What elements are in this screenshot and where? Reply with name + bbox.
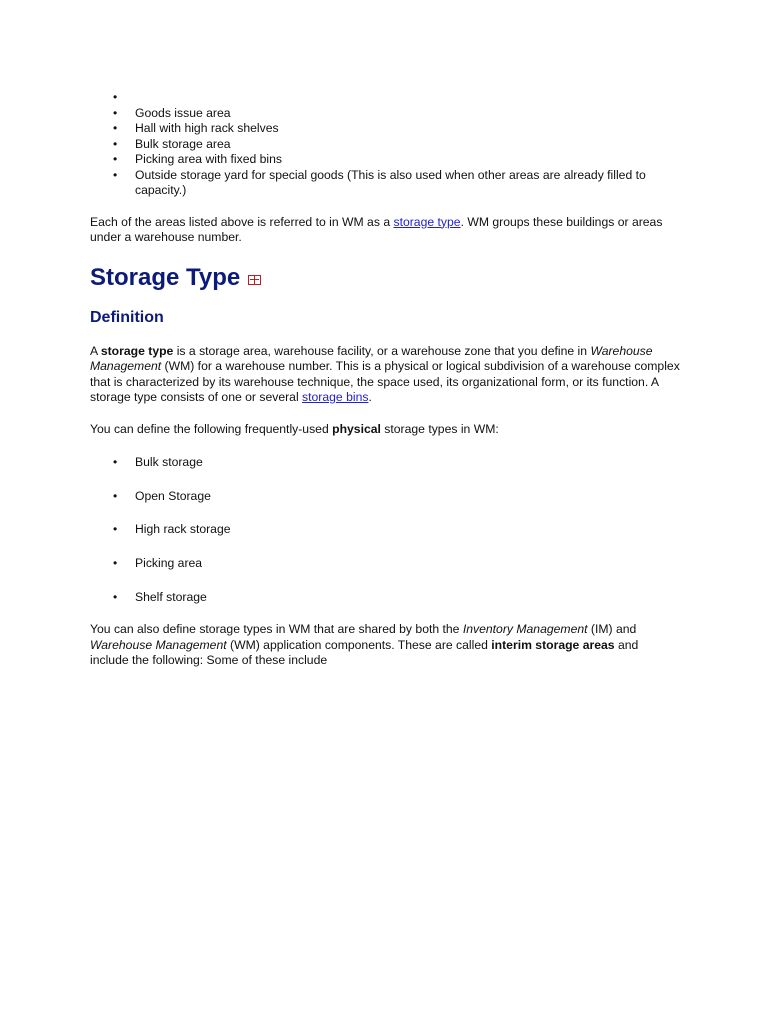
paragraph-text: . WM groups these buildings or areas under a warehouse number. (90, 214, 663, 244)
paragraph-text: (WM) for a warehouse number. This is a physical or logical subdivision of a warehouse complex that is characterized by its warehouse technique, the space used, its organizational form, or its function. A storage type consists of one or several (90, 359, 680, 404)
paragraph-text: Each of the areas listed above is referred to in WM as a (90, 214, 394, 229)
term-bold: storage type (100, 343, 174, 358)
storage-type-link[interactable]: storage type (393, 214, 461, 229)
physical-paragraph (90, 422, 680, 438)
list-item-text: Shelf storage (135, 589, 207, 604)
list-item (90, 121, 680, 137)
list-item-text: Hall with high rack shelves (135, 121, 279, 135)
bullet: • (113, 121, 118, 135)
list-item (90, 137, 680, 153)
paragraph-text: storage types in WM: (380, 421, 499, 436)
italic-term: Warehouse Management (90, 637, 227, 652)
list-item (90, 522, 680, 538)
bullet: • (113, 136, 118, 151)
list-item-text: Open Storage (135, 488, 211, 503)
paragraph-text: . (368, 390, 372, 404)
storage-type-paragraph (90, 215, 680, 246)
paragraph-text: You can define the following frequently-used (90, 421, 333, 436)
italic-term: Warehouse Management (90, 343, 653, 373)
physical-storage-list (90, 455, 680, 605)
page-title-text: Storage Type (90, 263, 241, 291)
paragraph-text: A (90, 343, 101, 358)
external-link-icon[interactable] (248, 275, 261, 285)
italic-term: Inventory Management (462, 622, 588, 637)
list-item-text: Bulk storage (135, 455, 203, 469)
list-item-text: Picking area with fixed bins (135, 152, 282, 166)
paragraph-text: (WM) application components. These are called (226, 637, 492, 652)
bullet: • (113, 105, 118, 120)
bullet: • (113, 167, 118, 182)
paragraph-text: (IM) and (587, 622, 637, 637)
bullet: • (113, 488, 118, 503)
paragraph-text: and include the following: Some of these include (90, 637, 639, 668)
list-item (90, 590, 680, 606)
storage-bins-link[interactable]: storage bins (302, 390, 369, 404)
list-item-text: Picking area (135, 556, 203, 571)
list-item (90, 152, 680, 168)
bullet: • (113, 90, 118, 104)
document-page (90, 90, 680, 669)
section-heading: Definition (90, 308, 164, 326)
list-item-text: Outside storage yard for special goods (This is also used when other areas are already filled to capacity.) (135, 167, 646, 197)
list-item (90, 455, 680, 471)
term-bold: interim storage areas (491, 637, 615, 652)
list-item (90, 90, 680, 106)
bullet: • (113, 556, 118, 571)
paragraph-text: is a storage area, warehouse facility, or a warehouse zone that you define in (173, 343, 591, 358)
list-item-text: Bulk storage area (135, 136, 231, 151)
paragraph-text: You can also define storage types in WM that are shared by both the (90, 622, 463, 637)
bullet: • (113, 522, 118, 537)
definition-paragraph (90, 344, 680, 406)
interim-paragraph (90, 622, 680, 669)
list-item (90, 489, 680, 505)
page-title (90, 263, 680, 293)
list-item (90, 168, 680, 199)
bullet: • (113, 455, 118, 469)
list-item (90, 106, 680, 122)
list-item-text: Goods issue area (135, 105, 231, 120)
term-bold: physical (332, 421, 381, 436)
bullet: • (113, 589, 118, 604)
bullet: • (113, 152, 118, 166)
list-item (90, 556, 680, 572)
area-list (90, 90, 680, 199)
list-item-text: High rack storage (135, 522, 231, 537)
